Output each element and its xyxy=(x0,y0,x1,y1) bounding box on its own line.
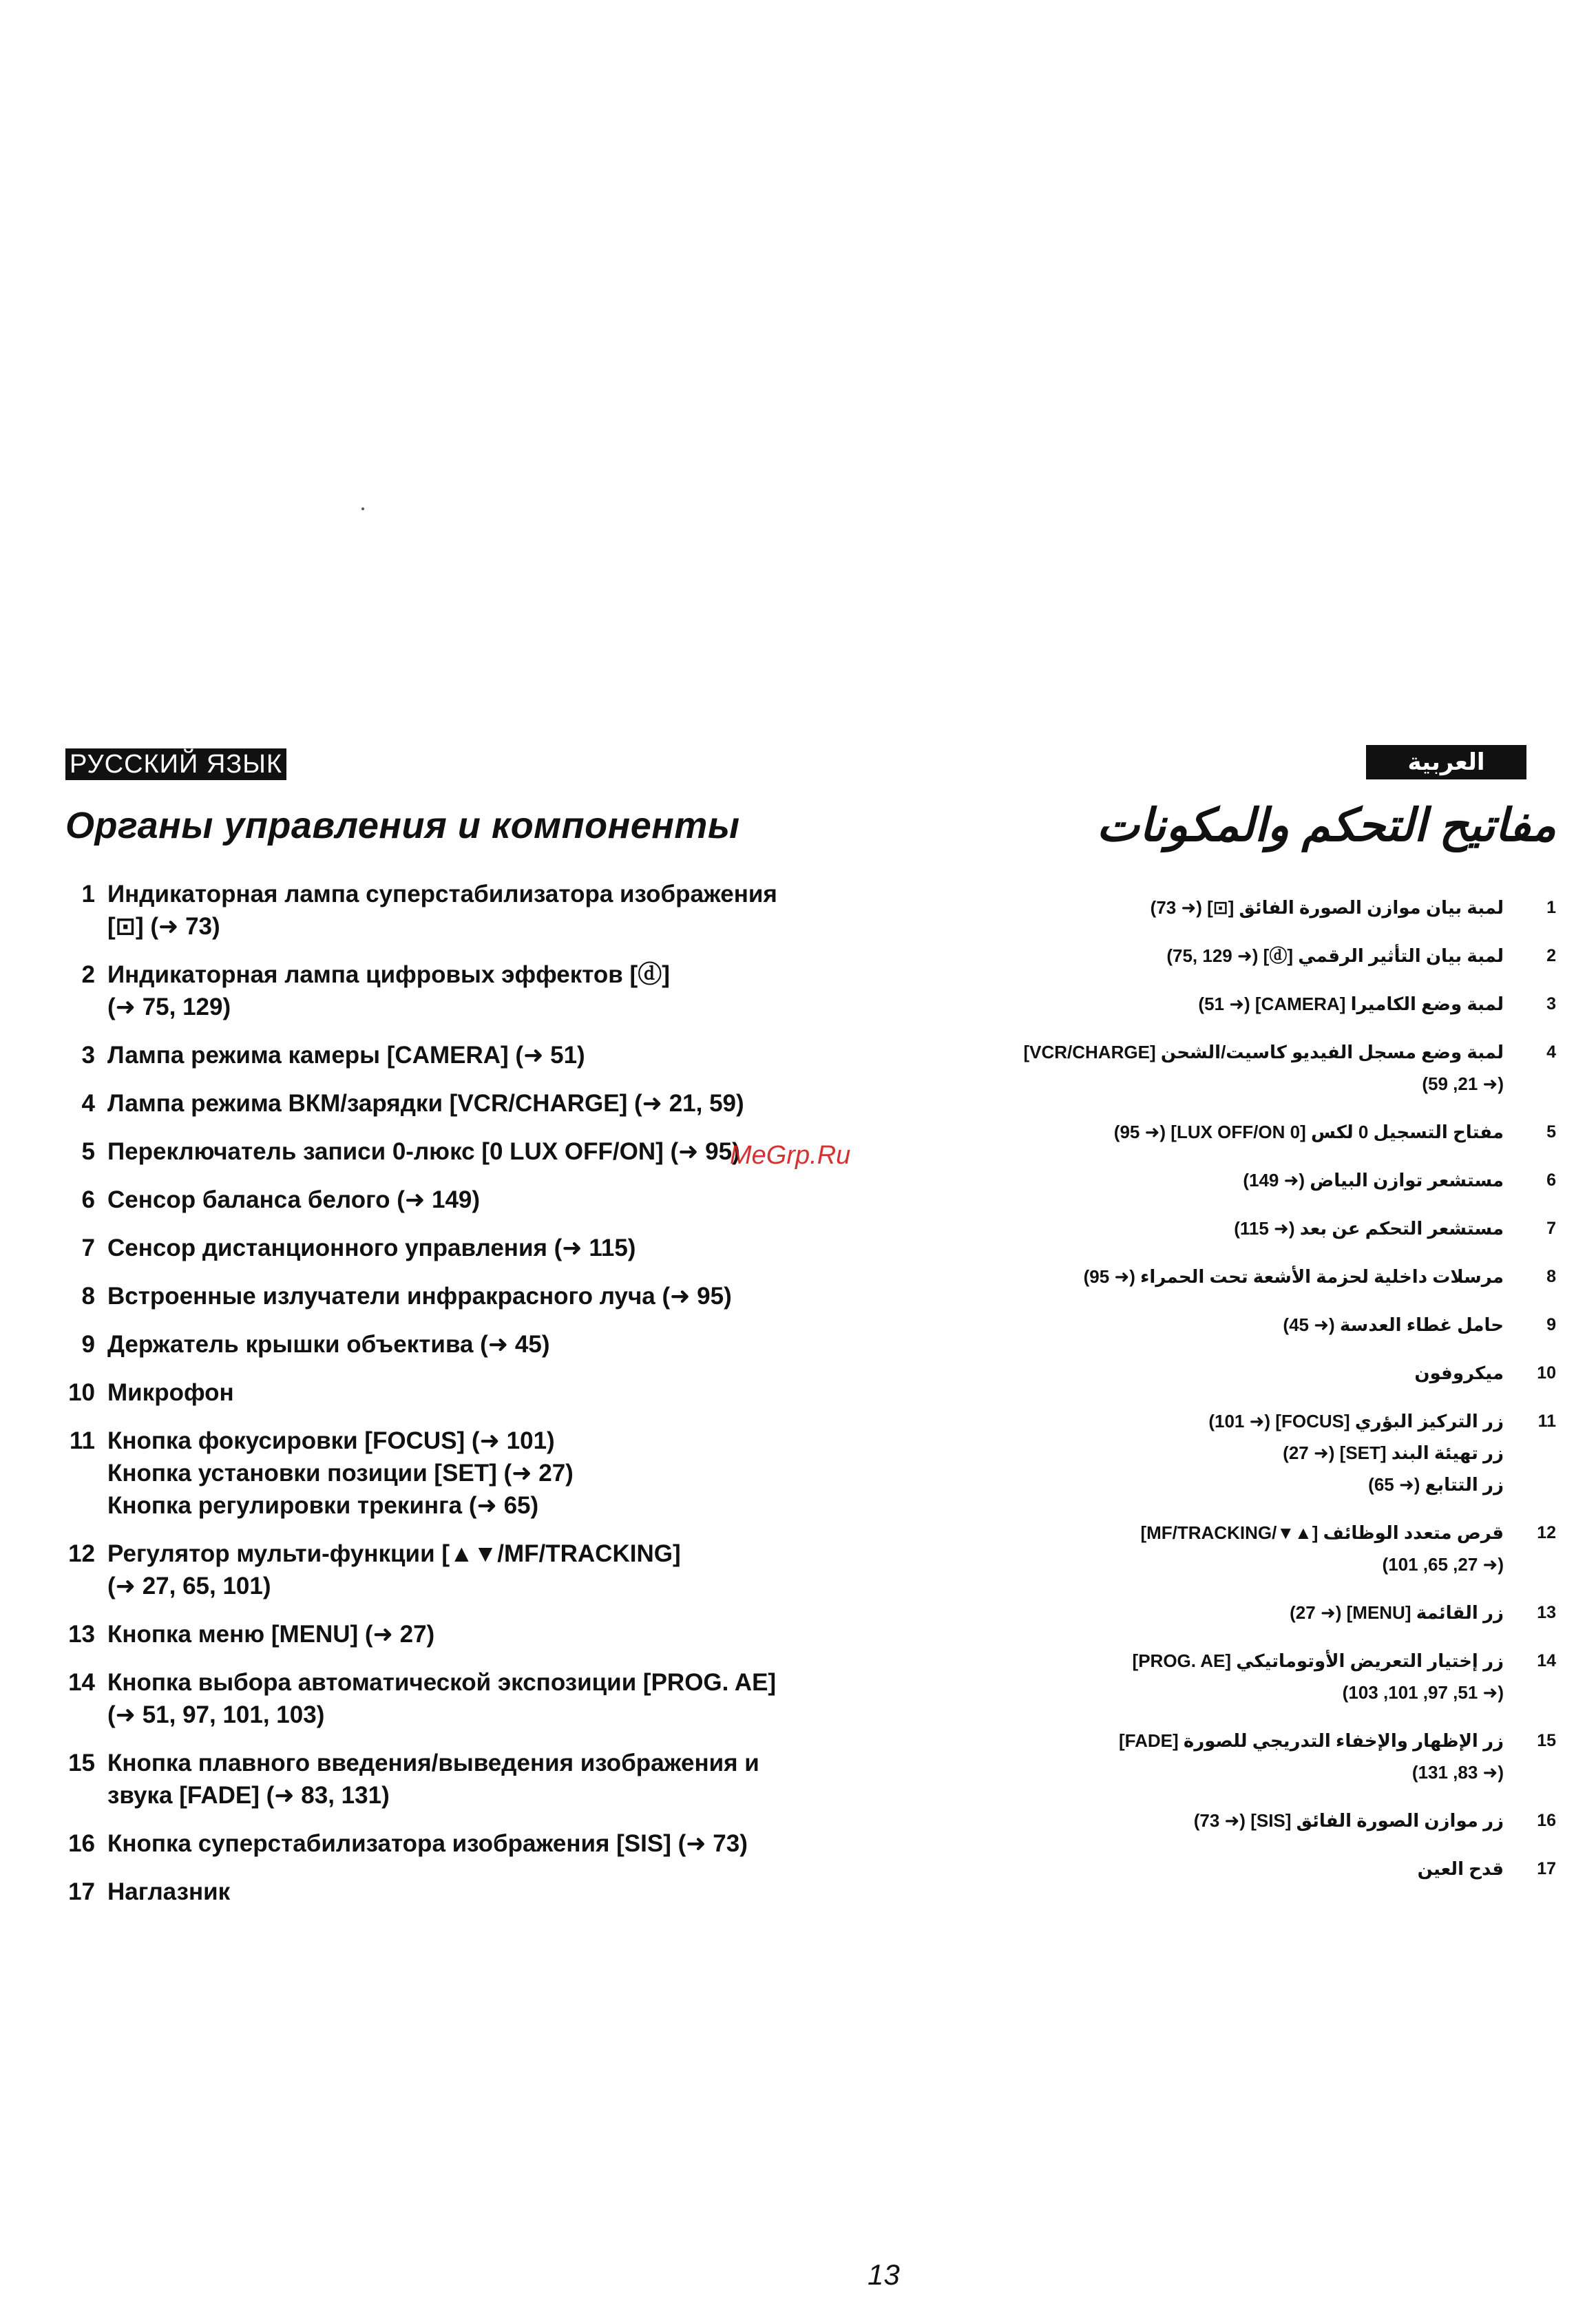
item-line: لمبة بيان موازن الصورة الفائق [⊡] (➜ 73) xyxy=(1150,897,1504,918)
item-line: لمبة وضع مسجل الفيديو كاسيت/الشحن [VCR/CHARGE] xyxy=(1023,1042,1504,1062)
item-line: Наглазник xyxy=(107,1878,231,1905)
item-text xyxy=(964,1805,1504,1836)
item-line: Кнопка выбора автоматической экспозиции [PROG. AE] xyxy=(107,1669,777,1696)
list-item xyxy=(61,1280,873,1312)
item-line: (➜ 83, 131) xyxy=(1411,1762,1504,1783)
list-item xyxy=(61,1184,873,1216)
item-text xyxy=(107,1876,873,1908)
item-line: Кнопка фокусировки [FOCUS] (➜ 101) xyxy=(107,1427,555,1454)
item-line: زر القائمة [MENU] (➜ 27) xyxy=(1290,1602,1504,1623)
item-text xyxy=(964,1036,1504,1100)
item-text xyxy=(107,1425,873,1522)
item-number: 9 xyxy=(1546,1315,1556,1334)
item-line: Лампа режима ВКМ/зарядки [VCR/CHARGE] (➜ 21, 59) xyxy=(107,1090,744,1117)
item-number: 2 xyxy=(1546,946,1556,965)
item-number: 4 xyxy=(1546,1042,1556,1062)
page-number: 13 xyxy=(868,2258,900,2291)
list-item xyxy=(964,1645,1556,1708)
page-title-russian: Органы управления и компоненты xyxy=(65,805,740,846)
list-item xyxy=(61,1087,873,1120)
russian-parts-list xyxy=(61,878,873,1924)
item-text xyxy=(107,1039,873,1071)
item-text xyxy=(964,1261,1504,1292)
item-line: (➜ 51, 97, 101, 103) xyxy=(1342,1682,1504,1703)
item-number: 7 xyxy=(81,1235,95,1261)
list-item xyxy=(61,1747,873,1812)
item-text xyxy=(107,1280,873,1312)
list-item xyxy=(964,1805,1556,1836)
item-number: 11 xyxy=(70,1427,95,1454)
item-number: 15 xyxy=(68,1750,95,1776)
list-item xyxy=(61,1376,873,1409)
list-item xyxy=(61,1425,873,1522)
item-number: 15 xyxy=(1537,1731,1556,1750)
list-item xyxy=(964,1725,1556,1788)
list-item xyxy=(61,958,873,1023)
item-line: زر إختيار التعريض الأوتوماتيكي [PROG. AE] xyxy=(1132,1650,1504,1671)
item-text xyxy=(107,1747,873,1812)
item-number: 14 xyxy=(68,1669,95,1696)
item-text xyxy=(964,1116,1504,1148)
item-text xyxy=(107,878,873,943)
list-item xyxy=(61,1618,873,1650)
item-text xyxy=(964,1164,1504,1196)
item-line: زر تهيئة البند [SET] (➜ 27) xyxy=(1283,1442,1504,1463)
item-line: زر التركيز البؤري [FOCUS] (➜ 101) xyxy=(1208,1411,1504,1431)
item-line: (➜ 21, 59) xyxy=(1422,1073,1504,1094)
item-number: 13 xyxy=(1537,1603,1556,1622)
item-number: 17 xyxy=(1537,1859,1556,1878)
item-text xyxy=(107,1827,873,1860)
item-line: Кнопка регулировки трекинга (➜ 65) xyxy=(107,1492,539,1519)
list-item xyxy=(964,1261,1556,1292)
list-item xyxy=(964,1116,1556,1148)
item-number: 6 xyxy=(1546,1171,1556,1190)
list-item xyxy=(964,892,1556,923)
item-number: 12 xyxy=(1537,1523,1556,1542)
item-number: 1 xyxy=(81,881,95,907)
item-line: زر الإظهار والإخفاء التدريجي للصورة [FADE] xyxy=(1118,1730,1504,1751)
item-line: زر موازن الصورة الفائق [SIS] (➜ 73) xyxy=(1193,1810,1504,1831)
item-text xyxy=(107,1184,873,1216)
item-line: Держатель крышки объектива (➜ 45) xyxy=(107,1331,550,1358)
item-line: Индикаторная лампа суперстабилизатора изображения xyxy=(107,881,777,907)
item-line: Переключатель записи 0-люкс [0 LUX OFF/ON] (➜ 95) xyxy=(107,1138,740,1165)
item-text xyxy=(964,1597,1504,1628)
item-line: Встроенные излучатели инфракрасного луча (➜ 95) xyxy=(107,1283,732,1310)
list-item xyxy=(964,1405,1556,1500)
item-number: 4 xyxy=(81,1090,95,1117)
item-line: مفتاح التسجيل 0 لكس [0 LUX OFF/ON] (➜ 95) xyxy=(1113,1122,1504,1142)
item-number: 5 xyxy=(1546,1122,1556,1142)
item-number: 9 xyxy=(81,1331,95,1358)
list-item xyxy=(964,1517,1556,1580)
watermark: MeGrp.Ru xyxy=(730,1141,851,1170)
item-text xyxy=(107,1087,873,1120)
item-line: Сенсор дистанционного управления (➜ 115) xyxy=(107,1235,636,1261)
item-number: 10 xyxy=(1537,1363,1556,1383)
item-line: (➜ 27, 65, 101) xyxy=(107,1573,271,1599)
item-number: 1 xyxy=(1546,898,1556,917)
item-line: حامل غطاء العدسة (➜ 45) xyxy=(1283,1314,1504,1335)
item-text xyxy=(964,1357,1504,1389)
item-number: 8 xyxy=(1546,1267,1556,1286)
item-number: 14 xyxy=(1537,1651,1556,1670)
list-item xyxy=(61,1538,873,1602)
item-text xyxy=(107,1376,873,1409)
item-number: 5 xyxy=(81,1138,95,1165)
item-line: (➜ 75, 129) xyxy=(107,994,231,1020)
item-text xyxy=(107,1538,873,1602)
list-item xyxy=(61,1666,873,1731)
item-line: Кнопка плавного введения/выведения изображения и xyxy=(107,1750,759,1776)
item-line: مرسلات داخلية لحزمة الأشعة تحت الحمراء (➜ 95) xyxy=(1083,1266,1504,1287)
list-item xyxy=(61,1039,873,1071)
item-line: زر التتابع (➜ 65) xyxy=(1368,1474,1504,1495)
list-item xyxy=(964,988,1556,1020)
item-text xyxy=(964,1725,1504,1788)
item-number: 16 xyxy=(68,1830,95,1857)
page-title-arabic: مفاتيح التحكم والمكونات xyxy=(1096,799,1556,850)
list-item xyxy=(964,1309,1556,1341)
item-text xyxy=(964,1405,1504,1500)
item-number: 11 xyxy=(1537,1412,1556,1431)
stray-dot xyxy=(361,507,364,510)
item-number: 3 xyxy=(81,1042,95,1069)
item-line: لمبة وضع الكاميرا [CAMERA] (➜ 51) xyxy=(1198,994,1504,1014)
item-text xyxy=(964,1517,1504,1580)
item-line: Кнопка установки позиции [SET] (➜ 27) xyxy=(107,1460,574,1487)
item-number: 8 xyxy=(81,1283,95,1310)
item-line: звука [FADE] (➜ 83, 131) xyxy=(107,1782,390,1809)
item-number: 2 xyxy=(81,961,95,988)
item-line: Индикаторная лампа цифровых эффектов [ⓓ] xyxy=(107,961,670,988)
item-line: Регулятор мульти-функции [▲▼/MF/TRACKING] xyxy=(107,1540,681,1567)
item-line: ميكروفون xyxy=(1414,1363,1504,1383)
item-number: 3 xyxy=(1546,994,1556,1014)
item-text xyxy=(107,1618,873,1650)
item-line: لمبة بيان التأثير الرقمي [ⓓ] (➜ 75, 129) xyxy=(1166,945,1504,966)
list-item xyxy=(61,1328,873,1361)
item-line: Кнопка суперстабилизатора изображения [SIS] (➜ 73) xyxy=(107,1830,748,1857)
item-line: Микрофон xyxy=(107,1379,234,1406)
item-line: مستشعر التحكم عن بعد (➜ 115) xyxy=(1234,1218,1504,1239)
item-number: 13 xyxy=(68,1621,95,1648)
item-number: 10 xyxy=(68,1379,95,1406)
item-number: 17 xyxy=(68,1878,95,1905)
item-number: 6 xyxy=(81,1186,95,1213)
item-number: 12 xyxy=(68,1540,95,1567)
item-line: قدح العين xyxy=(1417,1858,1504,1879)
item-text xyxy=(107,1666,873,1731)
item-line: Лампа режима камеры [CAMERA] (➜ 51) xyxy=(107,1042,585,1069)
list-item xyxy=(964,940,1556,972)
list-item xyxy=(964,1164,1556,1196)
list-item xyxy=(964,1213,1556,1244)
list-item xyxy=(964,1597,1556,1628)
item-line: Кнопка меню [MENU] (➜ 27) xyxy=(107,1621,435,1648)
arabic-parts-list xyxy=(964,892,1556,1901)
item-line: (➜ 27, 65, 101) xyxy=(1382,1554,1504,1575)
item-line: Сенсор баланса белого (➜ 149) xyxy=(107,1186,481,1213)
list-item xyxy=(61,1827,873,1860)
list-item xyxy=(61,1232,873,1264)
item-text xyxy=(964,1853,1504,1885)
item-number: 16 xyxy=(1537,1811,1556,1830)
item-line: قرص متعدد الوظائف [▲▼/MF/TRACKING] xyxy=(1140,1522,1504,1543)
language-tab-arabic: العربية xyxy=(1366,745,1526,779)
list-item xyxy=(61,1876,873,1908)
language-tab-russian: РУССКИЙ ЯЗЫК xyxy=(65,748,286,780)
item-line: [⊡] (➜ 73) xyxy=(107,913,220,940)
item-line: مستشعر توازن البياض (➜ 149) xyxy=(1243,1170,1504,1190)
item-text xyxy=(964,1213,1504,1244)
item-text xyxy=(964,1645,1504,1708)
item-text xyxy=(107,958,873,1023)
item-text xyxy=(107,1232,873,1264)
item-text xyxy=(964,892,1504,923)
list-item xyxy=(964,1357,1556,1389)
item-number: 7 xyxy=(1546,1219,1556,1238)
item-text xyxy=(964,988,1504,1020)
list-item xyxy=(964,1853,1556,1885)
list-item xyxy=(964,1036,1556,1100)
list-item xyxy=(61,878,873,943)
item-text xyxy=(964,940,1504,972)
item-text xyxy=(964,1309,1504,1341)
item-text xyxy=(107,1328,873,1361)
item-line: (➜ 51, 97, 101, 103) xyxy=(107,1701,325,1728)
